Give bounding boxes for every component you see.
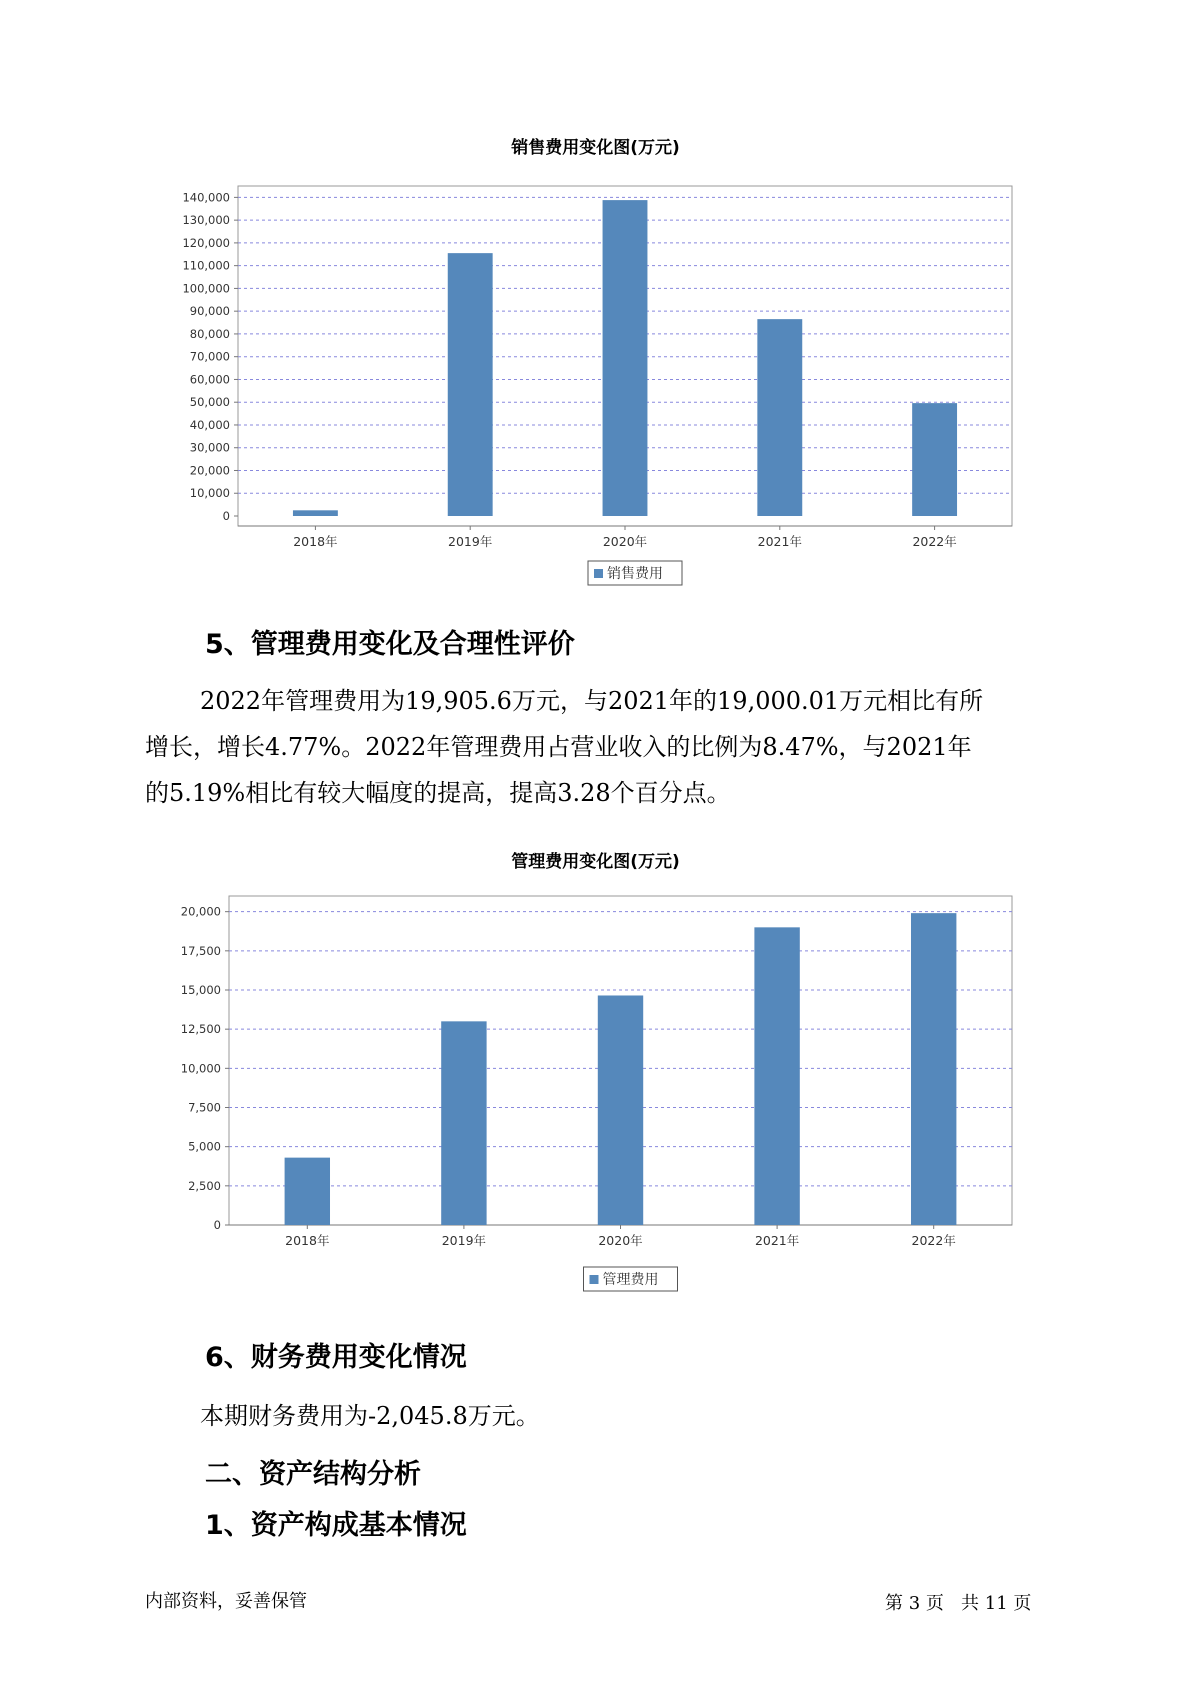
section5-line-2: 增长，增长4.77%。2022年管理费用占营业收入的比例为8.47%，与2021年 xyxy=(145,733,972,761)
admin-ytick-label: 0 xyxy=(213,1218,221,1232)
section5-line-3: 的5.19%相比有较大幅度的提高，提高3.28个百分点。 xyxy=(145,779,731,807)
admin-xtick-label: 2020年 xyxy=(598,1233,643,1248)
sales-legend-label: 销售费用 xyxy=(607,566,663,582)
admin-bar-4 xyxy=(911,913,956,1225)
section5-line-1: 2022年管理费用为19,905.6万元，与2021年的19,000.01万元相比有所 xyxy=(200,687,984,715)
section5-heading: 5、管理费用变化及合理性评价 xyxy=(205,629,575,660)
sales-xtick-label: 2021年 xyxy=(757,534,802,549)
sales-ytick-label: 70,000 xyxy=(189,349,230,364)
admin-legend-swatch xyxy=(590,1275,599,1284)
sales-ytick-label: 20,000 xyxy=(189,463,230,478)
admin-ytick-label: 20,000 xyxy=(180,904,221,919)
sales-ytick-label: 0 xyxy=(222,509,230,523)
admin-xtick-label: 2018年 xyxy=(285,1233,330,1248)
sales-ytick-label: 110,000 xyxy=(182,258,230,273)
admin-ytick-label: 5,000 xyxy=(188,1139,221,1154)
sales-xtick-label: 2022年 xyxy=(912,534,957,549)
sales-ytick-label: 140,000 xyxy=(182,190,230,205)
admin-ytick-label: 12,500 xyxy=(180,1022,221,1037)
sales-ytick-label: 60,000 xyxy=(189,372,230,387)
sales-ytick-label: 90,000 xyxy=(189,304,230,319)
admin-xtick-label: 2021年 xyxy=(754,1233,800,1248)
sales-xtick-label: 2018年 xyxy=(293,534,338,549)
sales-ytick-label: 40,000 xyxy=(189,417,230,432)
footer-note: 内部资料，妥善保管 xyxy=(145,1591,307,1612)
sales-chart-title: 销售费用变化图(万元) xyxy=(511,138,680,158)
admin-xtick-label: 2022年 xyxy=(911,1233,956,1248)
part2-sub1-heading: 1、资产构成基本情况 xyxy=(205,1510,467,1541)
page-number: 第 3 页 共 11 页 xyxy=(885,1593,1032,1614)
admin-chart-title: 管理费用变化图(万元) xyxy=(511,852,680,872)
sales-xtick-label: 2020年 xyxy=(602,534,648,549)
sales-ytick-label: 10,000 xyxy=(189,486,230,501)
admin-bar-0 xyxy=(285,1158,330,1225)
sales-ytick-label: 120,000 xyxy=(182,235,230,250)
part2-heading: 二、资产结构分析 xyxy=(205,1459,421,1490)
admin-bar-2 xyxy=(598,995,643,1225)
admin-ytick-label: 17,500 xyxy=(180,943,221,958)
admin-ytick-label: 15,000 xyxy=(180,983,221,997)
admin-ytick-label: 7,500 xyxy=(188,1100,221,1115)
sales-ytick-label: 130,000 xyxy=(182,213,230,228)
admin-xtick-label: 2019年 xyxy=(441,1233,487,1248)
sales-xtick-label: 2019年 xyxy=(448,534,493,549)
section6-text: 本期财务费用为-2,045.8万元。 xyxy=(200,1402,540,1430)
admin-ytick-label: 10,000 xyxy=(180,1061,221,1076)
sales-ytick-label: 50,000 xyxy=(189,395,230,410)
section6-heading: 6、财务费用变化情况 xyxy=(205,1342,467,1373)
admin-legend-label: 管理费用 xyxy=(602,1272,659,1288)
admin-bar-1 xyxy=(441,1021,486,1225)
admin-ytick-label: 2,500 xyxy=(188,1178,221,1193)
sales-ytick-label: 30,000 xyxy=(189,440,230,455)
sales-ytick-label: 80,000 xyxy=(189,326,230,341)
sales-ytick-label: 100,000 xyxy=(182,281,230,296)
admin-bar-3 xyxy=(754,927,799,1225)
